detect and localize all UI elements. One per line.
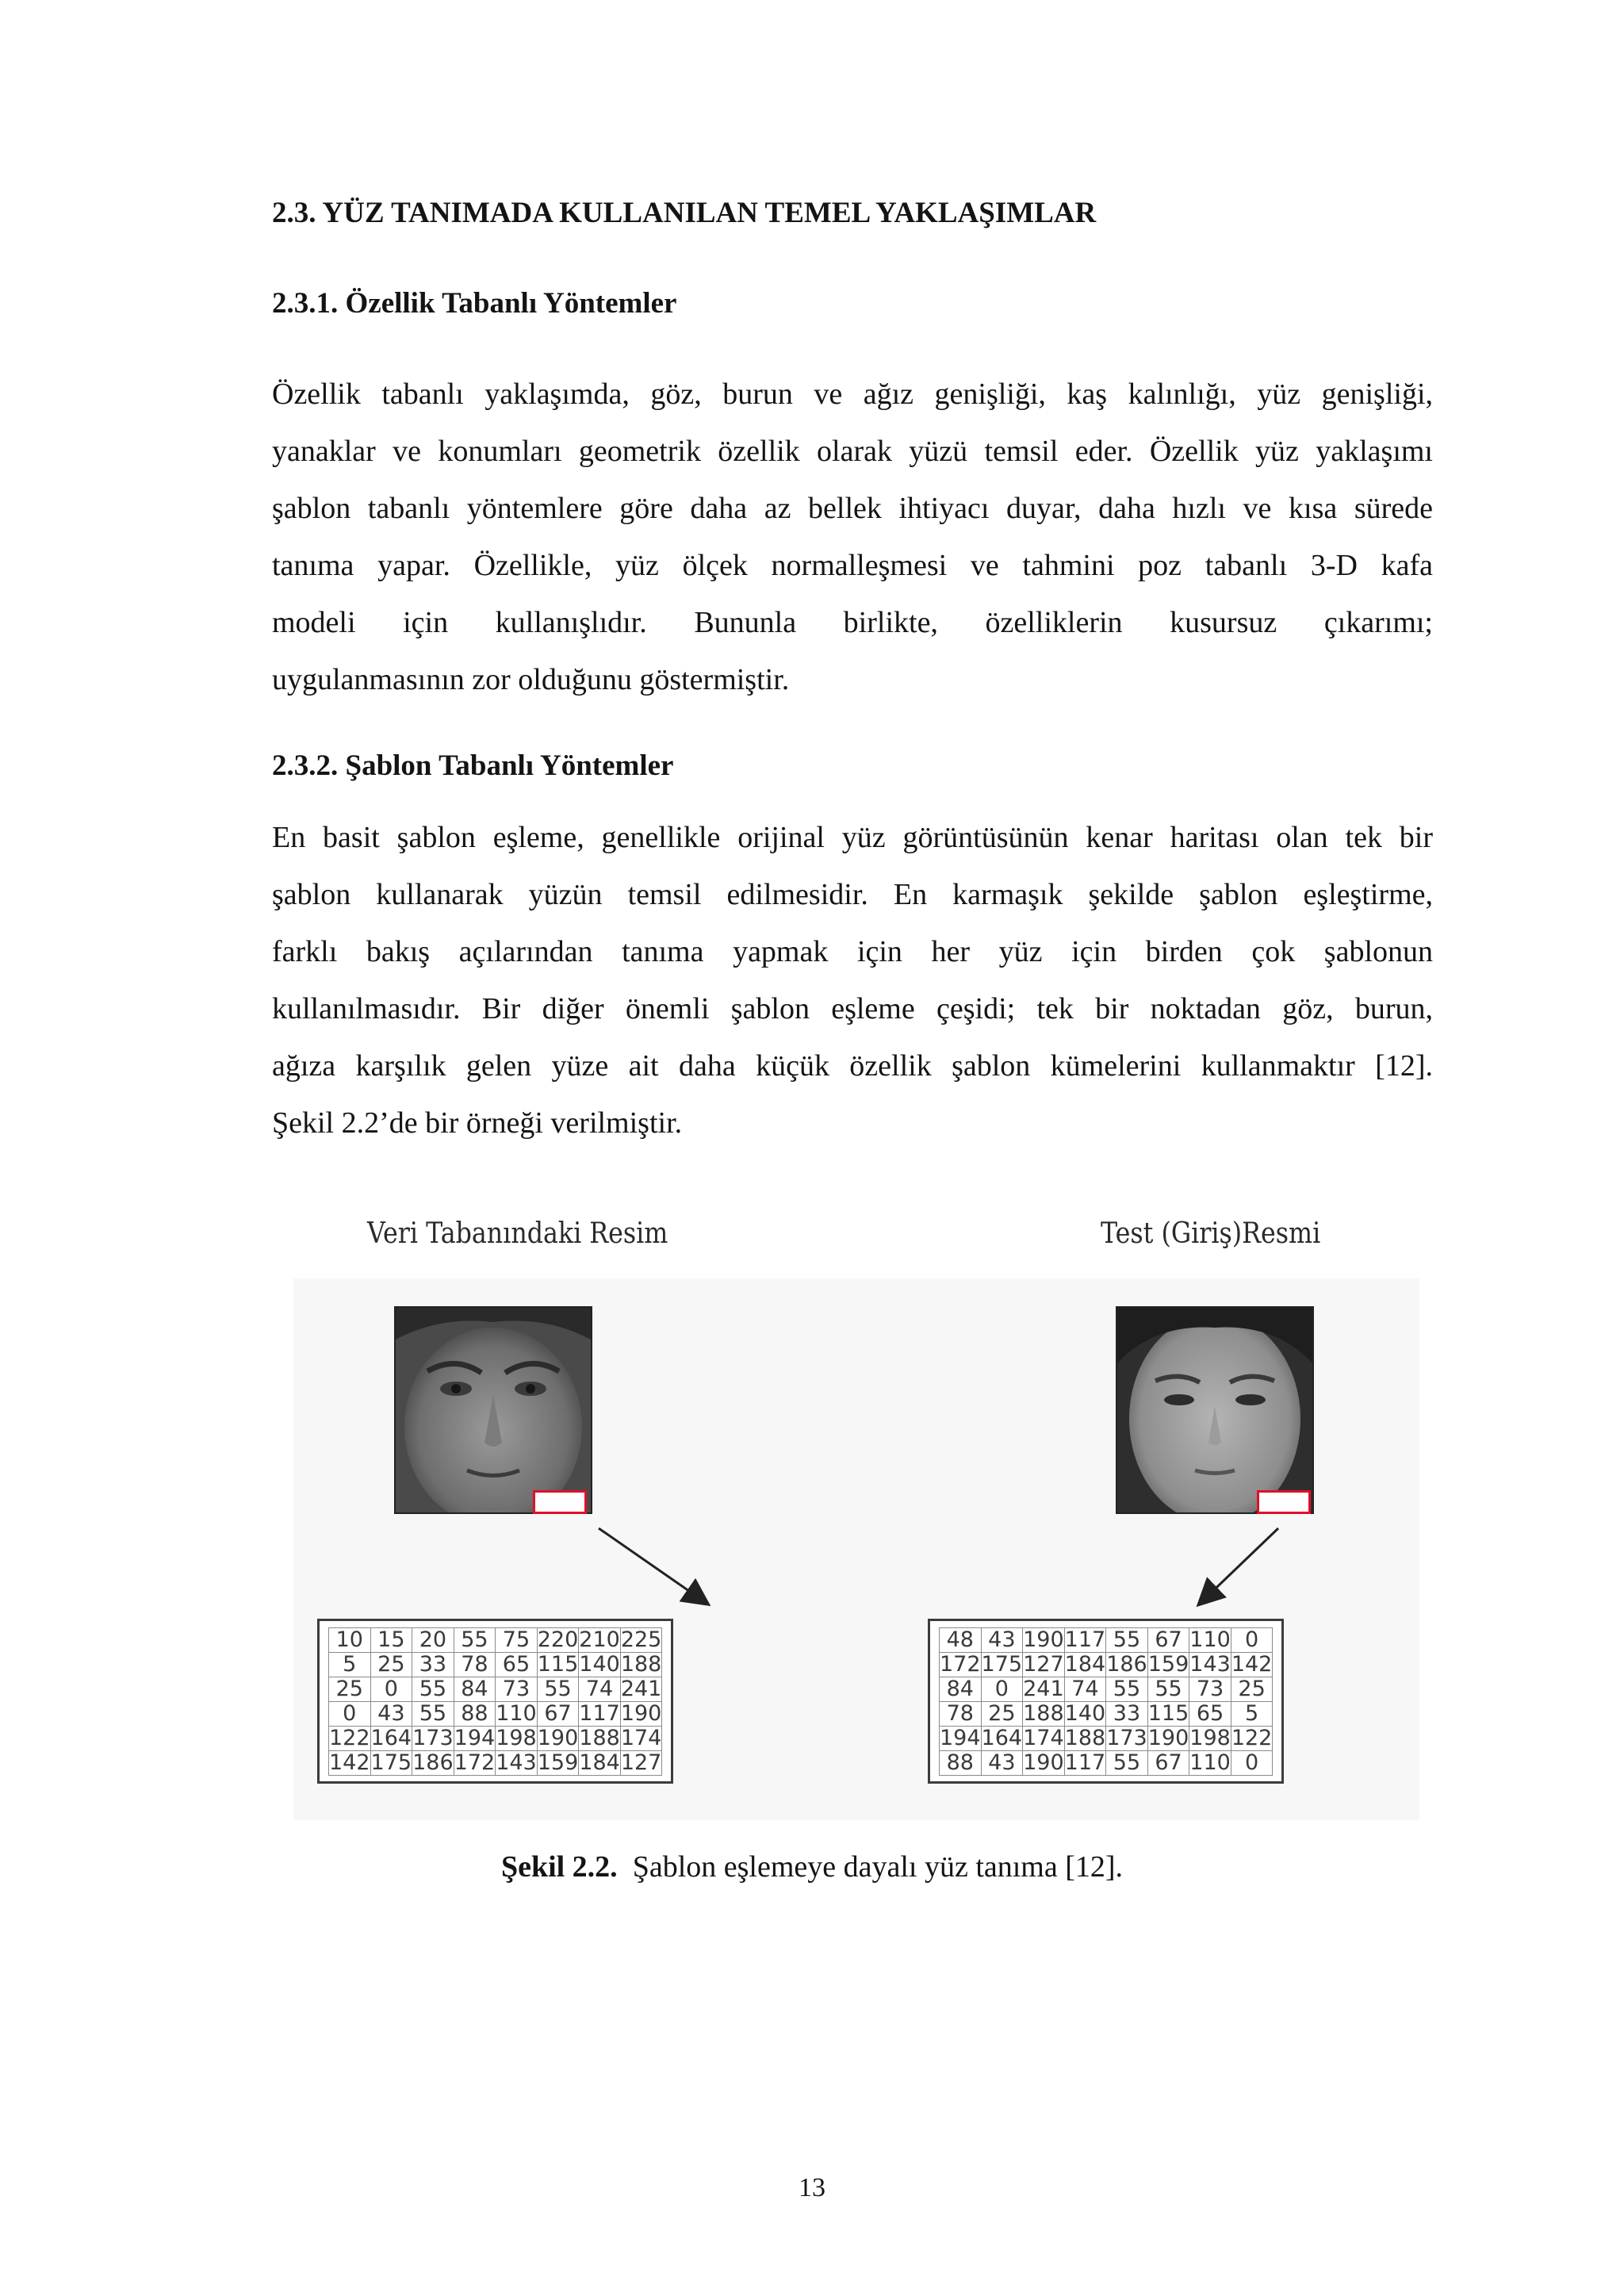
matrix-cell: 55 [412, 1702, 454, 1727]
matrix-cell: 173 [1106, 1726, 1147, 1750]
matrix-cell: 142 [329, 1750, 370, 1775]
matrix-cell: 174 [620, 1726, 662, 1750]
matrix-cell: 0 [1231, 1628, 1273, 1653]
template-matching-figure [293, 1209, 1419, 1820]
test-pixel-matrix [928, 1619, 1284, 1784]
matrix-cell: 65 [496, 1653, 538, 1677]
matrix-cell: 143 [1189, 1652, 1231, 1677]
paragraph-1-line: şablon tabanlı yöntemlere göre daha az bellek ihtiyacı duyar, daha hızlı ve kısa sürede [272, 492, 1433, 525]
matrix-cell: 55 [454, 1628, 496, 1653]
paragraph-2-line: En basit şablon eşleme, genellikle orijinal yüz görüntüsünün kenar haritası olan tek bir [272, 821, 1433, 854]
subsection-heading-2: 2.3.2. Şablon Tabanlı Yöntemler [272, 749, 674, 782]
matrix-cell: 74 [1064, 1677, 1106, 1702]
matrix-cell: 25 [981, 1702, 1023, 1727]
matrix-row [940, 1677, 1273, 1702]
paragraph-1-line: yanaklar ve konumları geometrik özellik olarak yüzü temsil eder. Özellik yüz yaklaşımı [272, 435, 1433, 468]
paragraph-2-line: ağıza karşılık gelen yüze ait daha küçük özellik şablon kümelerini kullanmaktır [12]. [272, 1049, 1433, 1083]
matrix-cell: 74 [579, 1677, 621, 1702]
matrix-cell: 55 [537, 1677, 579, 1702]
matrix-cell: 84 [454, 1677, 496, 1702]
matrix-cell: 175 [981, 1652, 1023, 1677]
matrix-cell: 67 [1147, 1751, 1189, 1776]
matrix-cell: 55 [1106, 1628, 1148, 1653]
paragraph-2-line: şablon kullanarak yüzün temsil edilmesidir. En karmaşık şekilde şablon eşleştirme, [272, 878, 1433, 911]
matrix-row [940, 1653, 1273, 1677]
matrix-row [940, 1751, 1273, 1776]
matrix-cell: 142 [1231, 1652, 1273, 1677]
matrix-cell: 0 [1231, 1751, 1273, 1776]
matrix-row [940, 1727, 1273, 1751]
matrix-cell: 75 [496, 1628, 538, 1653]
matrix-cell: 110 [1189, 1750, 1231, 1775]
matrix-cell: 190 [537, 1726, 579, 1750]
paragraph-2 [272, 809, 1433, 1152]
matrix-cell: 140 [579, 1652, 620, 1677]
matrix-cell: 173 [412, 1726, 454, 1750]
matrix-cell: 241 [1023, 1677, 1064, 1701]
subsection-heading-1: 2.3.1. Özellik Tabanlı Yöntemler [272, 287, 677, 320]
database-pixel-matrix [317, 1619, 673, 1784]
matrix-cell: 198 [1189, 1726, 1231, 1750]
matrix-cell: 115 [1147, 1701, 1189, 1726]
matrix-row [329, 1677, 662, 1702]
database-pixel-table [328, 1627, 662, 1776]
figure-caption-text: Şablon eşlemeye dayalı yüz tanıma [12]. [617, 1850, 1124, 1884]
matrix-cell: 73 [496, 1677, 538, 1702]
figure-caption-label: Şekil 2.2. [500, 1850, 618, 1884]
matrix-cell: 5 [1231, 1702, 1273, 1727]
paragraph-1-line: modeli için kullanışlıdır. Bununla birlikte, özelliklerin kusursuz çıkarımı; [272, 606, 1433, 639]
paragraph-1-line: uygulanmasının zor olduğunu göstermiştir. [272, 663, 790, 696]
matrix-cell: 73 [1189, 1677, 1231, 1702]
matrix-cell: 186 [1106, 1652, 1147, 1677]
matrix-cell: 190 [620, 1701, 662, 1726]
matrix-cell: 172 [454, 1750, 496, 1775]
matrix-cell: 184 [1064, 1652, 1106, 1677]
matrix-row [940, 1702, 1273, 1727]
matrix-cell: 175 [370, 1750, 412, 1775]
matrix-cell: 241 [620, 1677, 662, 1701]
matrix-cell: 188 [1023, 1701, 1064, 1726]
matrix-cell: 190 [1023, 1627, 1064, 1652]
matrix-row [329, 1653, 662, 1677]
matrix-cell: 43 [370, 1702, 412, 1727]
matrix-cell: 0 [329, 1702, 371, 1727]
matrix-row [329, 1702, 662, 1727]
figure-caption [0, 1849, 1624, 1884]
matrix-cell: 0 [981, 1677, 1023, 1702]
matrix-cell: 25 [370, 1653, 412, 1677]
right-arrow [1201, 1528, 1278, 1602]
matrix-cell: 33 [1106, 1702, 1148, 1727]
matrix-cell: 78 [454, 1653, 496, 1677]
matrix-cell: 65 [1189, 1702, 1231, 1727]
paragraph-2-line: farklı bakış açılarından tanıma yapmak için her yüz için birden çok şablonun [272, 935, 1433, 968]
matrix-cell: 194 [454, 1726, 496, 1750]
matrix-cell: 210 [579, 1627, 620, 1652]
paragraph-2-line: Şekil 2.2’de bir örneği verilmiştir. [272, 1106, 683, 1140]
matrix-cell: 184 [579, 1750, 620, 1775]
test-pixel-table [939, 1627, 1273, 1776]
matrix-cell: 55 [1147, 1677, 1189, 1702]
matrix-cell: 194 [940, 1726, 981, 1750]
database-image-label: Veri Tabanındaki Resim [367, 1217, 668, 1250]
matrix-cell: 225 [620, 1627, 662, 1652]
matrix-row [940, 1628, 1273, 1653]
matrix-cell: 117 [1064, 1627, 1106, 1652]
matrix-cell: 140 [1064, 1701, 1106, 1726]
paragraph-2-line: kullanılmasıdır. Bir diğer önemli şablon eşleme çeşidi; tek bir noktadan göz, burun, [272, 992, 1433, 1025]
matrix-cell: 164 [370, 1726, 412, 1750]
matrix-cell: 122 [329, 1726, 370, 1750]
matrix-cell: 188 [579, 1726, 620, 1750]
matrix-cell: 110 [496, 1701, 537, 1726]
matrix-cell: 43 [981, 1628, 1023, 1653]
matrix-cell: 10 [329, 1628, 371, 1653]
matrix-cell: 48 [940, 1628, 982, 1653]
matrix-cell: 186 [412, 1750, 454, 1775]
matrix-cell: 67 [1147, 1628, 1189, 1653]
page-number: 13 [799, 2173, 825, 2202]
paragraph-1-line: Özellik tabanlı yaklaşımda, göz, burun ve ağız genişliği, kaş kalınlığı, yüz genişliği, [272, 378, 1433, 411]
matrix-cell: 67 [537, 1702, 579, 1727]
matrix-cell: 20 [412, 1628, 454, 1653]
matrix-row [329, 1628, 662, 1653]
matrix-cell: 143 [496, 1750, 537, 1775]
matrix-cell: 220 [537, 1627, 579, 1652]
matrix-cell: 55 [1106, 1677, 1148, 1702]
test-image-label: Test (Giriş)Resmi [1101, 1217, 1321, 1250]
matrix-cell: 25 [329, 1677, 371, 1702]
matrix-cell: 174 [1023, 1726, 1064, 1750]
matrix-cell: 172 [940, 1652, 981, 1677]
matrix-cell: 55 [412, 1677, 454, 1702]
matrix-cell: 84 [940, 1677, 982, 1702]
matrix-cell: 159 [1147, 1652, 1189, 1677]
matrix-cell: 115 [537, 1652, 579, 1677]
matrix-cell: 164 [981, 1726, 1023, 1750]
matrix-cell: 127 [1023, 1652, 1064, 1677]
matrix-cell: 33 [412, 1653, 454, 1677]
matrix-cell: 55 [1106, 1751, 1148, 1776]
left-arrow [599, 1528, 705, 1602]
matrix-cell: 122 [1231, 1726, 1273, 1750]
matrix-cell: 0 [370, 1677, 412, 1702]
paragraph-1-line: tanıma yapar. Özellikle, yüz ölçek normalleşmesi ve tahmini poz tabanlı 3-D kafa [272, 549, 1433, 582]
matrix-cell: 15 [370, 1628, 412, 1653]
matrix-row [329, 1751, 662, 1776]
matrix-cell: 88 [940, 1751, 982, 1776]
matrix-cell: 117 [1064, 1750, 1106, 1775]
matrix-cell: 25 [1231, 1677, 1273, 1702]
matrix-cell: 110 [1189, 1627, 1231, 1652]
matrix-cell: 43 [981, 1751, 1023, 1776]
paragraph-1 [272, 366, 1433, 708]
matrix-cell: 117 [579, 1701, 620, 1726]
section-heading: 2.3. YÜZ TANIMADA KULLANILAN TEMEL YAKLAŞIMLAR [272, 197, 1097, 229]
matrix-cell: 190 [1147, 1726, 1189, 1750]
matrix-cell: 190 [1023, 1750, 1064, 1775]
matrix-cell: 198 [496, 1726, 537, 1750]
matrix-cell: 5 [329, 1653, 371, 1677]
matrix-cell: 188 [1064, 1726, 1106, 1750]
matrix-cell: 88 [454, 1702, 496, 1727]
matrix-row [329, 1727, 662, 1751]
matrix-cell: 188 [620, 1652, 662, 1677]
matrix-cell: 159 [537, 1750, 579, 1775]
matrix-cell: 127 [620, 1750, 662, 1775]
matrix-cell: 78 [940, 1702, 982, 1727]
